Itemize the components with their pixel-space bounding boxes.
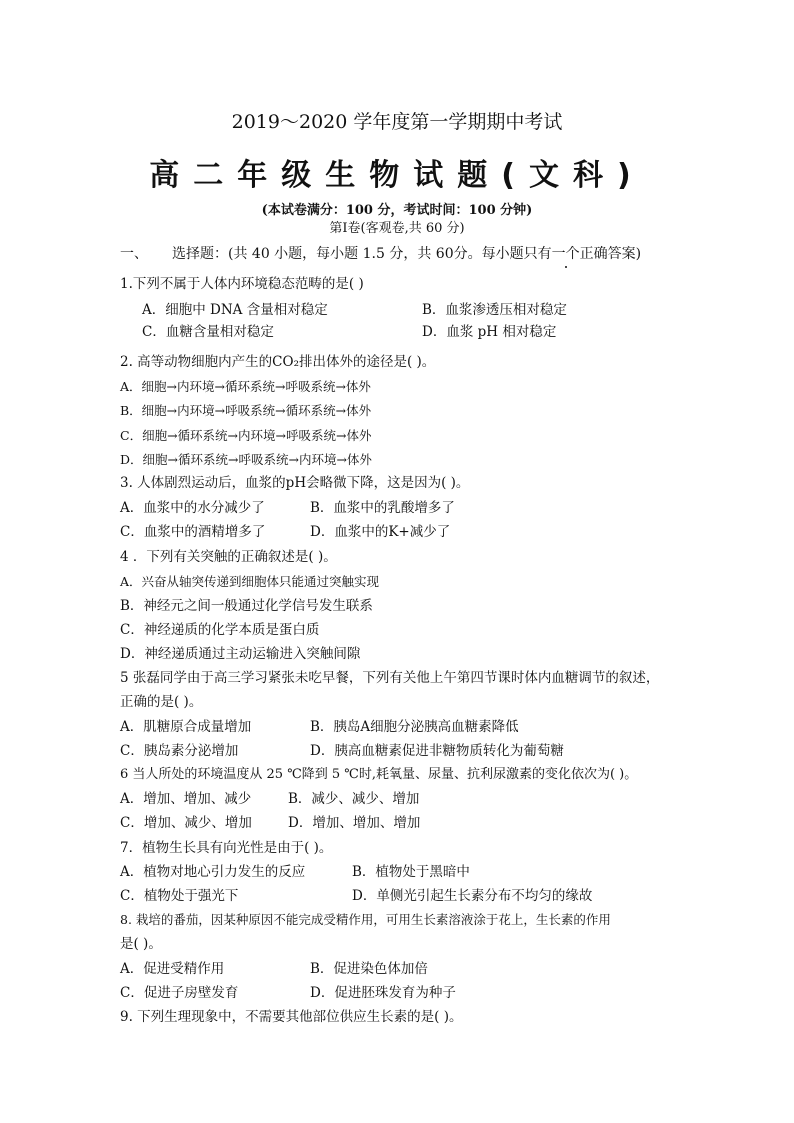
question-stem: 9. 下列生理现象中，不需要其他部位供应生长素的是( )。 — [120, 1009, 463, 1025]
option: D．血浆中的K+减少了 — [310, 524, 451, 540]
option: B．植物处于黑暗中 — [352, 864, 470, 880]
option: B．血浆渗透压相对稳定 — [422, 302, 567, 318]
question-stem: 5 张磊同学由于高三学习紧张未吃早餐，下列有关他上午第四节课时体内血糖调节的叙述， — [120, 670, 660, 686]
option: C．血糖含量相对稳定 — [142, 324, 274, 340]
option: B．血浆中的乳酸增多了 — [310, 500, 455, 516]
option: D．单侧光引起生长素分布不均匀的缘故 — [352, 888, 593, 904]
question-stem: 3. 人体剧烈运动后，血浆的pH会略微下降，这是因为( )。 — [120, 475, 470, 491]
question-stem: 6 当人所处的环境温度从 25 ℃降到 5 ℃时,耗氧量、尿量、抗利尿激素的变化依次为( )。 — [120, 767, 638, 782]
option: C．促进子房壁发育 — [120, 985, 239, 1001]
option: B．胰岛A细胞分泌胰高血糖素降低 — [310, 719, 519, 735]
question-stem: 1.下列不属于人体内环境稳态范畴的是( ) — [120, 276, 364, 292]
volume-note: 第Ⅰ卷(客观卷,共 60 分) — [329, 221, 465, 236]
option: A．增加、增加、减少 — [120, 791, 252, 807]
option: A．肌糖原合成量增加 — [120, 719, 252, 735]
option: A．细胞中 DNA 含量相对稳定 — [142, 302, 328, 318]
option: C．神经递质的化学本质是蛋白质 — [120, 622, 320, 638]
option: D．神经递质通过主动运输进入突触间隙 — [120, 646, 361, 662]
section-emphasis: 一个 — [551, 246, 580, 262]
score-note: (本试卷满分：100 分，考试时间：100 分钟) — [261, 203, 533, 218]
question-stem-continued: 是( )。 — [120, 936, 162, 952]
option: A．促进受精作用 — [120, 961, 225, 977]
option: A．细胞→内环境→循环系统→呼吸系统→体外 — [120, 379, 371, 394]
question-stem: 7．植物生长具有向光性是由于( )。 — [120, 840, 333, 856]
section-text-end: 正确答案) — [579, 246, 642, 262]
option: B．促进染色体加倍 — [310, 961, 428, 977]
section-number: 一、 — [120, 246, 148, 262]
option: D．增加、增加、增加 — [288, 815, 421, 831]
option: C．细胞→循环系统→内环境→呼吸系统→体外 — [120, 428, 372, 443]
section-text: 选择题：(共 40 小题，每小题 1.5 分，共 60分。每小题只有 — [172, 246, 552, 262]
option: B．细胞→内环境→呼吸系统→循环系统→体外 — [120, 403, 372, 418]
option: A．血浆中的水分减少了 — [120, 500, 265, 516]
option: D．细胞→循环系统→呼吸系统→内环境→体外 — [120, 452, 372, 467]
option: C．胰岛素分泌增加 — [120, 743, 239, 759]
question-stem: 2. 高等动物细胞内产生的CO₂排出体外的途径是( )。 — [120, 354, 436, 370]
option: D．促进胚珠发育为种子 — [310, 985, 456, 1001]
option: B．神经元之间一般通过化学信号发生联系 — [120, 598, 373, 614]
option: D．血浆 pH 相对稳定 — [422, 324, 557, 340]
option: D．胰高血糖素促进非糖物质转化为葡萄糖 — [310, 743, 564, 759]
subject-title: 高二年级生物试题(文科) — [149, 158, 645, 193]
option: A．兴奋从轴突传递到细胞体只能通过突触实现 — [120, 574, 380, 589]
section-heading — [120, 245, 641, 263]
option: B．减少、减少、增加 — [288, 791, 420, 807]
question-stem-continued: 正确的是( )。 — [120, 694, 203, 710]
option: A．植物对地心引力发生的反应 — [120, 864, 306, 880]
question-stem: 4 ．下列有关突触的正确叙述是( )。 — [120, 549, 337, 565]
question-stem: 8. 栽培的番茄，因某种原因不能完成受精作用，可用生长素溶液涂于花上，生长素的作用 — [120, 912, 611, 927]
exam-title: 2019～2020 学年度第一学期期中考试 — [231, 111, 563, 133]
option: C．植物处于强光下 — [120, 888, 239, 904]
option: C．血浆中的酒精增多了 — [120, 524, 266, 540]
option: C．增加、减少、增加 — [120, 815, 252, 831]
